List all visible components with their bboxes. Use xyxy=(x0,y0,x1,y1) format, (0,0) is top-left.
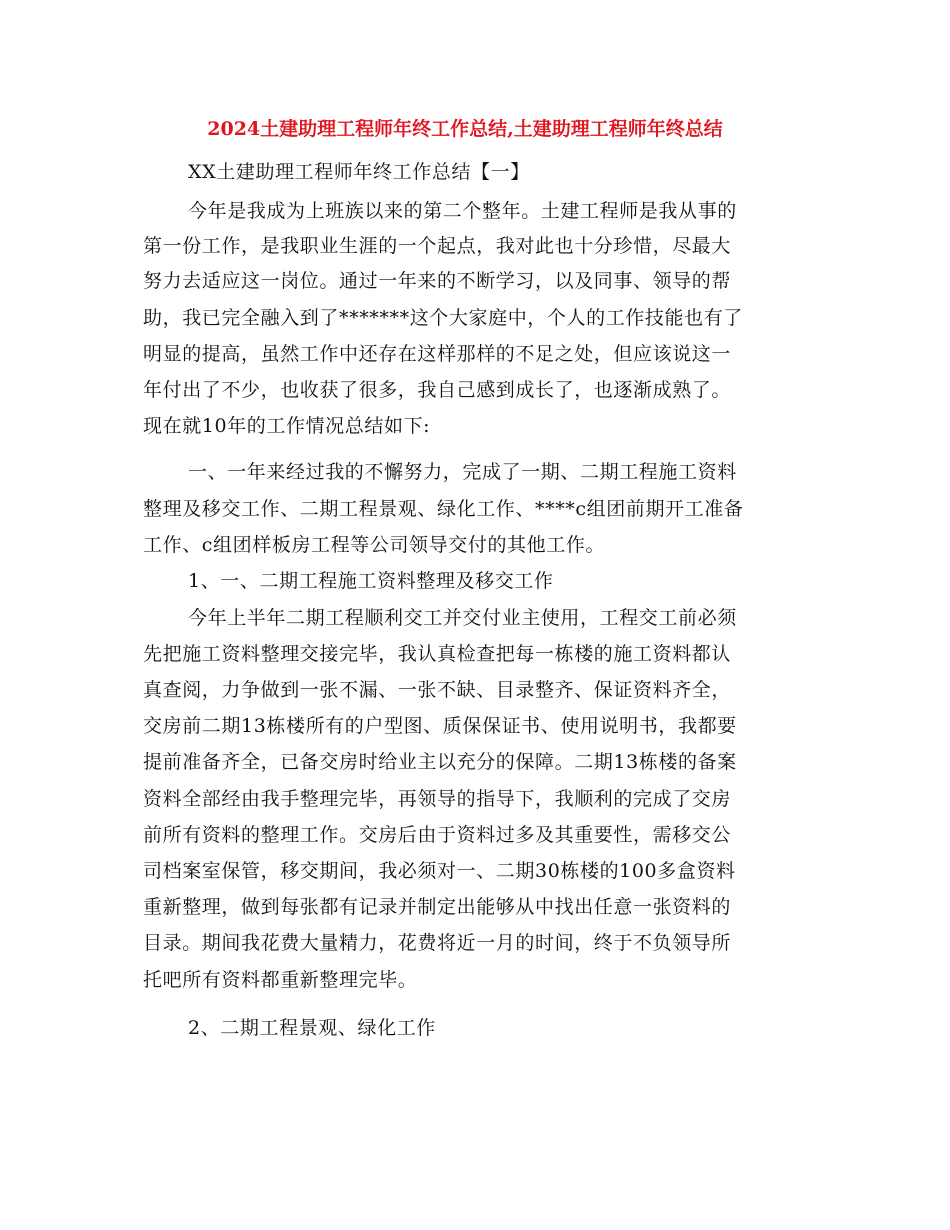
subsection-heading: 2、二期工程景观、绿化工作 xyxy=(188,1017,436,1039)
paragraph-line: 整理及移交工作、二期工程景观、绿化工作、****c组团前期开工准备 xyxy=(143,498,744,520)
paragraph-line: 前所有资料的整理工作。交房后由于资料过多及其重要性，需移交公 xyxy=(143,824,732,846)
subsection-heading: 1、一、二期工程施工资料整理及移交工作 xyxy=(188,570,554,592)
paragraph-line: 先把施工资料整理交接完毕，我认真检查把每一栋楼的施工资料都认 xyxy=(143,643,732,665)
paragraph-line: 真查阅，力争做到一张不漏、一张不缺、目录整齐、保证资料齐全， xyxy=(143,679,732,701)
paragraph-line: 年付出了不少，也收获了很多，我自己感到成长了，也逐渐成熟了。 xyxy=(143,379,732,401)
paragraph-line: 重新整理，做到每张都有记录并制定出能够从中找出任意一张资料的 xyxy=(143,896,732,918)
paragraph-line: 努力去适应这一岗位。通过一年来的不断学习，以及同事、领导的帮 xyxy=(143,270,732,292)
paragraph-line: 提前准备齐全，已备交房时给业主以充分的保障。二期13栋楼的备案 xyxy=(143,751,737,773)
paragraph-line: 明显的提高，虽然工作中还存在这样那样的不足之处，但应该说这一 xyxy=(143,343,732,365)
paragraph-line: 资料全部经由我手整理完毕，再领导的指导下，我顺利的完成了交房 xyxy=(143,788,732,810)
paragraph-line: 目录。期间我花费大量精力，花费将近一月的时间，终于不负领导所 xyxy=(143,932,732,954)
paragraph-line: 今年上半年二期工程顺利交工并交付业主使用，工程交工前必须 xyxy=(188,607,737,629)
paragraph-line: 交房前二期13栋楼所有的户型图、质保保证书、使用说明书，我都要 xyxy=(143,715,737,737)
paragraph-line: 现在就10年的工作情况总结如下: xyxy=(143,415,431,437)
paragraph-line: 一、一年来经过我的不懈努力，完成了一期、二期工程施工资料 xyxy=(188,461,737,483)
paragraph-line: 第一份工作，是我职业生涯的一个起点，我对此也十分珍惜，尽最大 xyxy=(143,235,732,257)
paragraph-line: 托吧所有资料都重新整理完毕。 xyxy=(143,969,418,991)
document-title: 2024土建助理工程师年终工作总结,土建助理工程师年终总结 xyxy=(207,118,723,140)
section-heading: XX土建助理工程师年终工作总结【一】 xyxy=(188,161,530,183)
paragraph-line: 助，我已完全融入到了*******这个大家庭中，个人的工作技能也有了 xyxy=(143,307,743,329)
paragraph-line: 工作、c组团样板房工程等公司领导交付的其他工作。 xyxy=(143,534,606,556)
paragraph-line: 今年是我成为上班族以来的第二个整年。土建工程师是我从事的 xyxy=(188,200,737,222)
paragraph-line: 司档案室保管，移交期间，我必须对一、二期30栋楼的100多盒资料 xyxy=(143,860,736,882)
